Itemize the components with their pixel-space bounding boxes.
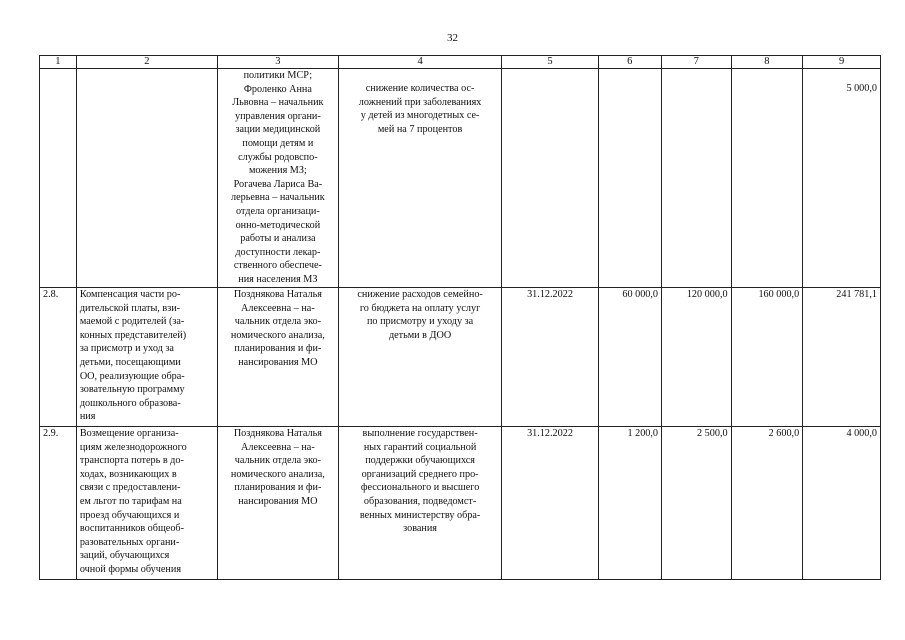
column-header: 9 xyxy=(803,56,881,69)
measure-name-cell: Возмещение организа- циям железнодорожного транспорта потерь в до- ходах, возникающих в связи с предоставлени- ем льгот по тарифам на проезд обучающихся и воспитанников общеоб- разовательных органи- заций, обучающихся очной формы обучения xyxy=(76,427,217,580)
result-cell xyxy=(338,69,502,288)
responsible-cell: Позднякова Наталья Алексеевна – на- чальник отдела эко- номического анализа, планирования и фи- нансирования МО xyxy=(218,288,339,427)
responsible-cell: политики МСР; Фроленко Анна Львовна – начальник управления органи- зации медицинской помощи детям и службы родовспо- можения МЗ; Рогачева Лариса Ва- лерьевна – начальник отдела организаци- онно-методической работы и анализа доступности лекар- ственного обеспече- ния населения МЗ xyxy=(218,69,339,288)
row-number-cell: 2.9. xyxy=(40,427,77,580)
value-cell-7: 120 000,0 xyxy=(662,288,732,427)
column-header: 4 xyxy=(338,56,502,69)
value-cell-6: 1 200,0 xyxy=(598,427,661,580)
date-cell: 31.12.2022 xyxy=(502,288,598,427)
date-cell xyxy=(502,69,598,288)
result-text: снижение количества ос- ложнений при заболеваниях у детей из многодетных се- мей на 7 процентов xyxy=(358,83,482,135)
column-header: 7 xyxy=(662,56,732,69)
page-number: 32 xyxy=(447,32,458,44)
value-cell-8: 2 600,0 xyxy=(731,427,803,580)
row-number-cell xyxy=(40,69,77,288)
value-cell-6 xyxy=(598,69,661,288)
result-cell: снижение расходов семейно- го бюджета на оплату услуг по присмотру и уходу за детьми в ДОО xyxy=(338,288,502,427)
column-header: 2 xyxy=(76,56,217,69)
result-cell: выполнение государствен- ных гарантий социальной поддержки обучающихся организаций среднего про- фессионального и высшего образования, подведомст- венных министерству обра- зования xyxy=(338,427,502,580)
column-header: 3 xyxy=(218,56,339,69)
table-row xyxy=(40,69,881,288)
value-cell-8: 160 000,0 xyxy=(731,288,803,427)
value-cell-9: 4 000,0 xyxy=(803,427,881,580)
value-cell-9: 241 781,1 xyxy=(803,288,881,427)
header-row xyxy=(40,56,881,69)
value-cell-7 xyxy=(662,69,732,288)
table-row xyxy=(40,427,881,580)
measure-name-cell: Компенсация части ро- дительской платы, взи- маемой с родителей (за- конных представителей) за присмотр и уход за детьми, посещающими ОО, реализующие обра- зовательную программу дошкольного образова- ния xyxy=(76,288,217,427)
value-cell-7: 2 500,0 xyxy=(662,427,732,580)
measure-name-cell xyxy=(76,69,217,288)
value-text: 5 000,0 xyxy=(846,83,877,94)
responsible-cell: Позднякова Наталья Алексеевна – на- чальник отдела эко- номического анализа, планирования и фи- нансирования МО xyxy=(218,427,339,580)
date-cell: 31.12.2022 xyxy=(502,427,598,580)
row-number-cell: 2.8. xyxy=(40,288,77,427)
value-cell-6: 60 000,0 xyxy=(598,288,661,427)
column-header: 8 xyxy=(731,56,803,69)
column-header: 6 xyxy=(598,56,661,69)
column-header: 5 xyxy=(502,56,598,69)
table-row xyxy=(40,288,881,427)
document-table xyxy=(39,55,881,580)
column-header: 1 xyxy=(40,56,77,69)
value-cell-8 xyxy=(731,69,803,288)
value-cell-9 xyxy=(803,69,881,288)
